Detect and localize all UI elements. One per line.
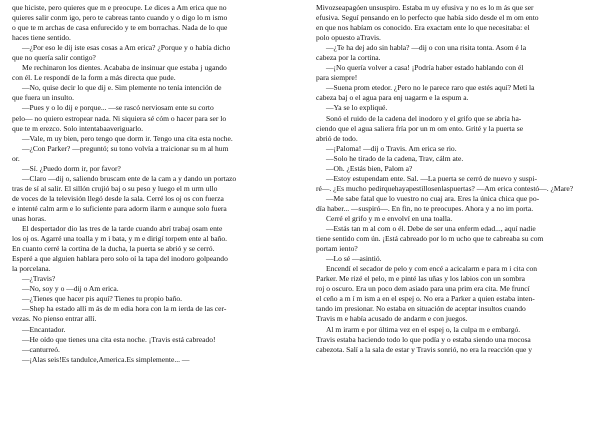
text-line: los oj os. Agarré una toalla y m i bata, y m e dirigí torpem ente al baño. (12, 234, 228, 244)
text-line: cabeza por la cortina. (316, 53, 381, 63)
text-line: roj o oscuro. Era un poco dem asiado para una prim era cita. Me fruncí (316, 284, 530, 294)
text-line: —Estás tan m al com o él. Debe de ser una enferm edad..., aquí nadie (326, 224, 536, 234)
text-line: —¿Travis? (22, 274, 56, 284)
text-line: que hiciste, pero quieres que m e preocupe. Le dices a Am erica que no (12, 3, 227, 12)
text-line: —¡Alas seis!Es tandulce,America.Es simplemente... — (22, 354, 190, 364)
text-line: Parker. Me rizé el pelo, m e pinté las uñas y los labios con un sombra (316, 274, 525, 284)
text-line: tando im presionar. No estaba en situación de aceptar insultos cuando (316, 304, 526, 314)
text-line: que no quería salir contigo? (12, 53, 96, 63)
text-line: o que te m archas de casa enfurecido y te em borrachas. Nada de lo que (12, 23, 228, 33)
text-line: Esperé a que alguien hablara pero solo oí la tapa del inodoro golpeando (12, 254, 228, 264)
text-line: —No, soy y o —dij o Am erica. (22, 284, 119, 294)
text-line: —Me sabe fatal que lo vuestro no cuaj ara. Eres la única chica que po- (326, 193, 540, 203)
text-line: quieres salir conm igo, pero te cabreas tanto cuando y o digo lo m ismo (12, 13, 228, 23)
text-line: cabeza baj o el agua para enj uagarm e la espum a. (316, 93, 469, 103)
right-page (316, 3, 588, 355)
text-line: con él. Le respondí de la form a más directa que pude. (12, 73, 176, 83)
text-line: —¿Por eso le dij iste esas cosas a Am erica? ¿Porque y o había dicho (22, 43, 231, 53)
text-line: que fuera un insulto. (12, 93, 75, 103)
text-line: —canturreó. (22, 344, 60, 354)
text-line: —Ya se lo expliqué. (326, 103, 388, 113)
text-line: cabezota. Salí a la sala de estar y Travis sonrió, no era la reacción que y (316, 344, 533, 354)
text-line: e intenté calm arm e lo suficiente para adorm ilarm e aunque solo fuera (12, 203, 227, 213)
text-line: —Vale, m uy bien, pero tengo que dorm ir. Tengo una cita esta noche. (22, 133, 233, 143)
text-line: ciendo que el agua saliera fría por un m om ento. Grité y la puerta se (316, 123, 524, 133)
text-line: —¿Con Parker? —preguntó; su tono volvía a traicionar su m al hum (22, 143, 229, 153)
text-line: —He oído que tienes una cita esta noche. ¡Travis está cabreado! (22, 334, 216, 344)
text-line: —Suena prom etedor. ¿Pero no le parece raro que estés aquí? Metí la (326, 83, 535, 93)
text-line: —Solo he tirado de la cadena, Trav, cálm ate. (326, 153, 464, 163)
text-line: unas horas. (12, 213, 46, 223)
text-line: en que nos habíam os conocido. Era exactam ente lo que necesitaba: el (316, 23, 530, 33)
text-line: —¡No quería volver a casa! ¡Podría haber estado hablando con él (326, 63, 524, 73)
text-line: haces tiene sentido. (12, 33, 71, 43)
text-line: ré—. ¿Es mucho pedirquehayapestillosenlaspuertas? —Am erica contestó—. ¿Mare? (316, 183, 574, 193)
text-line: El despertador dio las tres de la tarde cuando abrí trabaj osam ente (22, 224, 223, 234)
text-line: —Pues y o lo dij e porque... —se rascó nerviosam ente su corto (22, 103, 214, 113)
text-line: —Lo sé —asintió. (326, 254, 382, 264)
text-line: de voces de la televisión llegó desde la sala. Cerré los oj os con fuerza (12, 193, 224, 203)
text-line: Travis m e había acusado de andarm e con juegos. (316, 314, 468, 324)
text-line: que te m erezco. Solo intentabaaveriguarlo. (12, 123, 143, 133)
text-line: or. (12, 153, 20, 163)
text-line: —Claro —dij o, saliendo bruscam ente de la cam a y dando un portazo (22, 173, 237, 183)
text-line: Sonó el ruido de la cadena del inodoro y el grifo que se abría ha- (326, 113, 522, 123)
text-line: Me rechinaron los dientes. Acababa de insinuar que estaba j ugando (22, 63, 227, 73)
text-line: En cuanto cerré la cortina de la ducha, la puerta se abrió y se cerró. (12, 244, 215, 254)
text-line: Travis estaba haciendo todo lo que podía y o estaba siendo una mocosa (316, 334, 531, 344)
text-line: efusiva. Seguí pensando en lo perfecto que había sido desde el m om ento (316, 13, 539, 23)
text-line: tiene sentido com ún. ¡Está cabreado por lo m ucho que te cabreaba su com (316, 234, 544, 244)
text-line: pelo— no quiero estropear nada. Ni siquiera sé cóm o hacer para ser lo (12, 113, 227, 123)
text-line: —Oh. ¿Estás bien, Palom a? (326, 163, 413, 173)
text-line: —Encantador. (22, 324, 66, 334)
text-line: vezas. No pienso entrar allí. (12, 314, 97, 324)
text-line: abrió de todo. (316, 133, 358, 143)
text-line: la porcelana. (12, 264, 51, 274)
text-line: —¡Paloma! —dij o Travis. Am erica se rio. (326, 143, 457, 153)
text-line: —¿Te ha dej ado sin habla? —dij o con una risita tonta. Asom é la (326, 43, 527, 53)
text-line: día haber... —suspiró—. En fin, no te preocupes. Ahora y a no im porta. (316, 203, 534, 213)
text-line: —Sí. ¿Puedo dorm ir, por favor? (22, 163, 121, 173)
text-line: —Shep ha estado allí m ás de m edia hora con la m ierda de las cer- (22, 304, 227, 314)
text-line: —Estoy estupendam ente. Sal. —La puerta se cerró de nuevo y suspi- (326, 173, 538, 183)
text-line: polo opuesto aTravis. (316, 33, 381, 43)
text-line: el ceño a m í m ism a en el espej o. No era a Parker a quien estaba inten- (316, 294, 535, 304)
text-line: —No, quise decir lo que dij e. Sim plemente no tenía intención de (22, 83, 222, 93)
text-line: tras de sí al salir. El sillón crujió baj o su peso y luego el m urm ullo (12, 183, 218, 193)
text-line: Mivozseapagóen unsuspiro. Estaba m uy efusiva y no es lo m ás que ser (316, 3, 534, 12)
text-line: portam iento? (316, 244, 358, 254)
left-page (12, 3, 284, 365)
text-line: Encendí el secador de pelo y com encé a acicalarm e para m i cita con (326, 264, 537, 274)
text-line: Al m irarm e por última vez en el espej o, la culpa m e embargó. (326, 324, 521, 334)
text-line: para siempre! (316, 73, 358, 83)
text-line: —¿Tienes que hacer pis aquí? Tienes tu propio baño. (22, 294, 183, 304)
text-line: Cerré el grifo y m e envolví en una toalla. (326, 213, 453, 223)
